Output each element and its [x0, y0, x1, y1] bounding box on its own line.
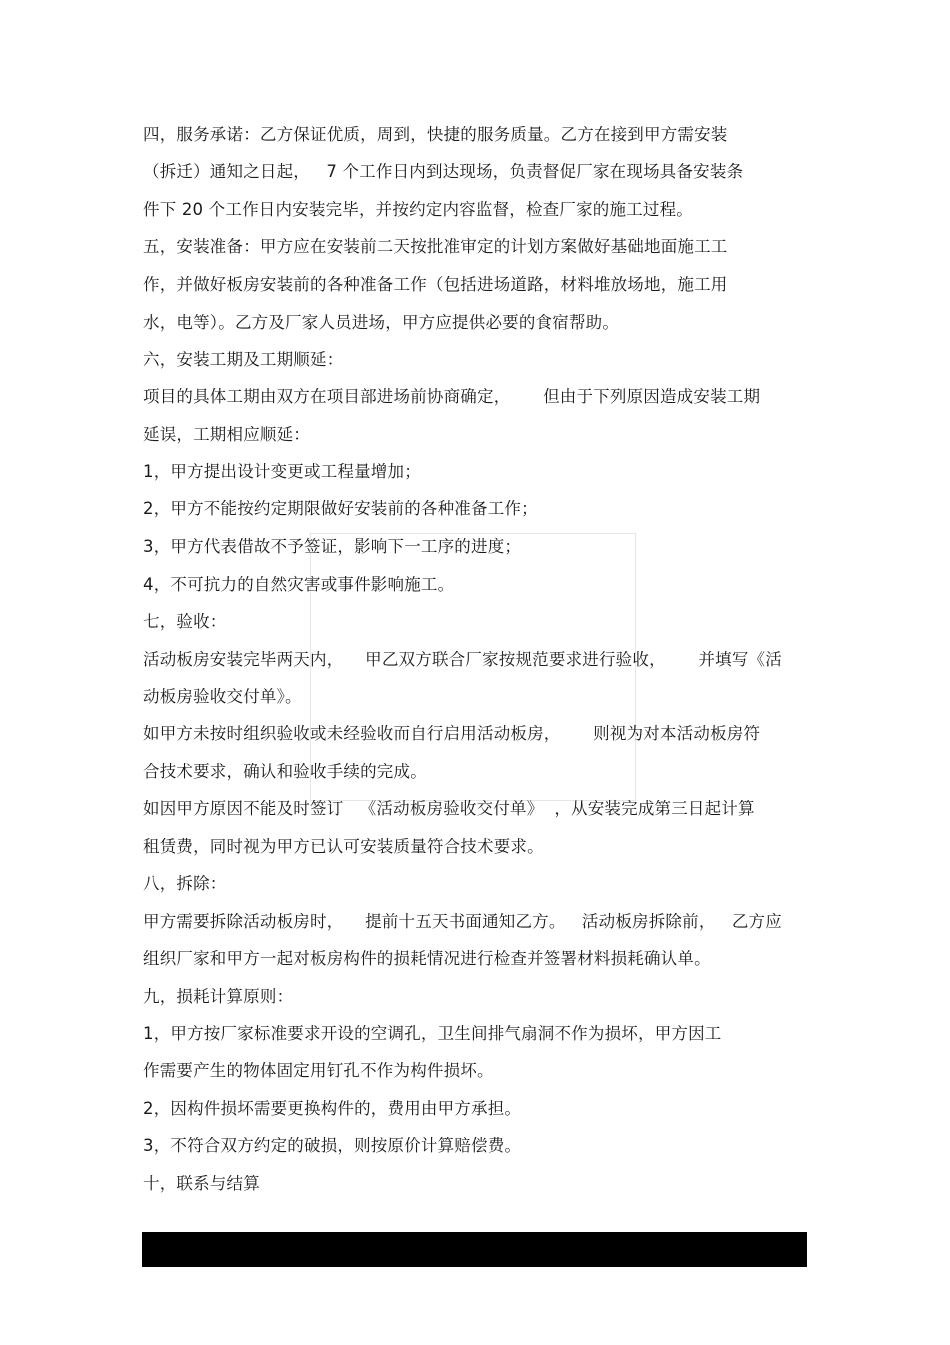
list-item: 1，甲方按厂家标准要求开设的空调孔，卫生间排气扇洞不作为损坏，甲方因工: [143, 1024, 722, 1043]
text-line: 五，安装准备：甲方应在安装前二天按批准审定的计划方案做好基础地面施工工: [143, 237, 728, 256]
text-line: 如甲方未按时组织验收或未经验收而自行启用活动板房， 则视为对本活动板房符: [143, 724, 761, 743]
section-heading: 九，损耗计算原则：: [143, 987, 294, 1006]
text-line: 水，电等）。乙方及厂家人员进场，甲方应提供必要的食宿帮助。: [143, 313, 620, 332]
text-line: 项目的具体工期由双方在项目部进场前协商确定， 但由于下列原因造成安装工期: [143, 387, 761, 406]
list-item: 3，不符合双方约定的破损，则按原价计算赔偿费。: [143, 1136, 522, 1155]
text-line: 组织厂家和甲方一起对板房构件的损耗情况进行检查并签署材料损耗确认单。: [143, 949, 711, 968]
section-heading: 八，拆除：: [143, 874, 227, 893]
list-item: 3，甲方代表借故不予签证，影响下一工序的进度；: [143, 537, 522, 556]
section-heading: 十，联系与结算: [143, 1174, 260, 1193]
list-item: 4，不可抗力的自然灾害或事件影响施工。: [143, 575, 455, 594]
text-line: 租赁费，同时视为甲方已认可安装质量符合技术要求。: [143, 837, 544, 856]
text-line: 四，服务承诺：乙方保证优质，周到，快捷的服务质量。乙方在接到甲方需安装: [143, 125, 728, 144]
list-item: 2，因构件损坏需要更换构件的，费用由甲方承担。: [143, 1099, 522, 1118]
list-item: 1，甲方提出设计变更或工程量增加；: [143, 462, 421, 481]
text-line: 如因甲方原因不能及时签订 《活动板房验收交付单》 ，从安装完成第三日起计算: [143, 799, 755, 818]
list-item: 2，甲方不能按约定期限做好安装前的各种准备工作；: [143, 499, 538, 518]
text-line: 动板房验收交付单》。: [143, 687, 302, 706]
section-heading: 七，验收：: [143, 612, 227, 631]
text-line: 延误，工期相应顺延：: [143, 425, 310, 444]
text-line: 作，并做好板房安装前的各种准备工作（包括进场道路，材料堆放场地，施工用: [143, 275, 728, 294]
text-line: （拆迁）通知之日起， 7 个工作日内到达现场，负责督促厂家在现场具备安装条: [143, 162, 744, 181]
list-item: 作需要产生的物体固定用钉孔不作为构件损坏。: [143, 1061, 494, 1080]
section-heading: 六，安装工期及工期顺延：: [143, 350, 344, 369]
redaction-bar: [142, 1232, 807, 1267]
text-line: 合技术要求，确认和验收手续的完成。: [143, 762, 427, 781]
text-line: 甲方需要拆除活动板房时， 提前十五天书面通知乙方。 活动板房拆除前， 乙方应: [143, 912, 782, 931]
text-line: 件下 20 个工作日内安装完毕，并按约定内容监督，检查厂家的施工过程。: [143, 200, 693, 219]
text-line: 活动板房安装完毕两天内， 甲乙双方联合厂家按规范要求进行验收， 并填写《活: [143, 650, 782, 669]
